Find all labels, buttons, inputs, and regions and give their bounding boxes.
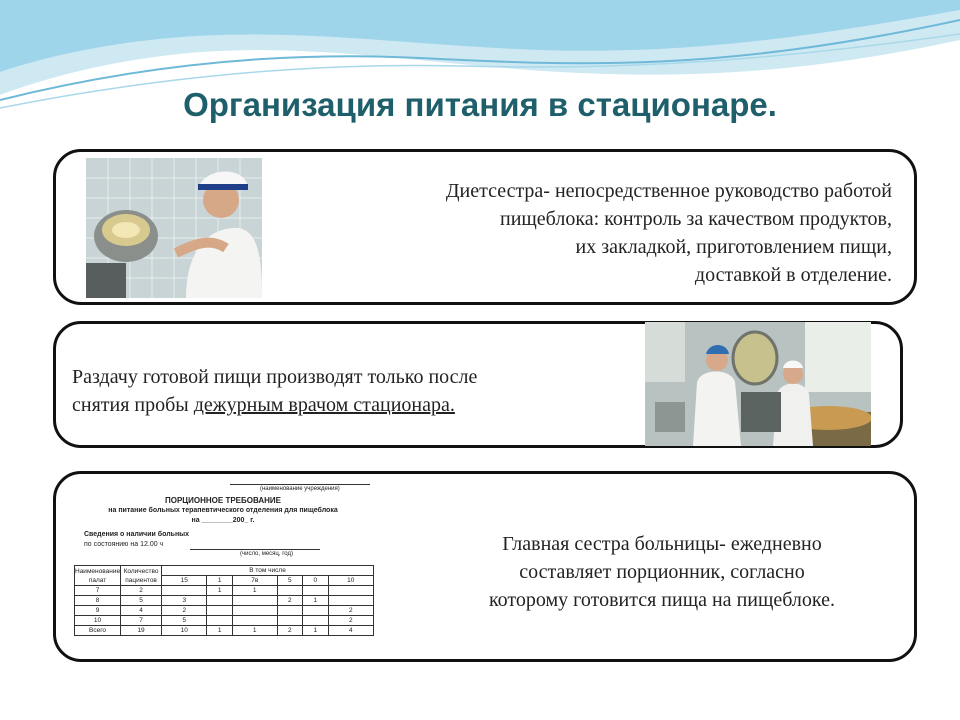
table-cell xyxy=(162,586,207,596)
table-cell: 2 xyxy=(277,626,303,636)
form-date-line: на ________200_ г. xyxy=(191,517,255,524)
table-cell: 1 xyxy=(303,596,329,606)
table-cell: 3 xyxy=(162,596,207,606)
col-diet-15: 15 xyxy=(162,576,207,586)
table-cell: 2 xyxy=(121,586,162,596)
distribution-line-1: Раздачу готовой пищи производят только после xyxy=(72,366,478,388)
portion-requirement-form xyxy=(70,478,376,650)
table-cell: 7 xyxy=(121,616,162,626)
form-subheading: на питание больных терапевтического отделения для пищеблока xyxy=(108,507,338,514)
table-cell: 1 xyxy=(207,626,233,636)
table-cell xyxy=(303,606,329,616)
table-cell: 2 xyxy=(277,596,303,606)
table-cell: 8 xyxy=(75,596,121,606)
form-top-note: (наименование учреждения) xyxy=(260,486,340,492)
table-cell: 19 xyxy=(121,626,162,636)
head-nurse-line-3: которому готовится пища на пищеблоке. xyxy=(488,589,835,611)
table-cell: 1 xyxy=(232,586,277,596)
form-info-1: Сведения о наличии больных xyxy=(84,531,190,538)
col-patients: Количество пациентов xyxy=(121,566,162,586)
table-cell xyxy=(232,596,277,606)
table-cell: 2 xyxy=(162,606,207,616)
table-cell: 5 xyxy=(121,596,162,606)
col-diet-1: 1 xyxy=(207,576,233,586)
table-cell: 2 xyxy=(328,616,373,626)
form-info-2: по состоянию на 12.00 ч xyxy=(84,541,164,548)
dietitian-line-1: Диетсестра- непосредственное руководство работой xyxy=(445,180,892,202)
dietitian-line-3: их закладкой, приготовлением пищи, xyxy=(575,236,892,258)
form-top-rule xyxy=(230,484,370,485)
table-cell: 10 xyxy=(162,626,207,636)
table-cell: 9 xyxy=(75,606,121,616)
portion-table xyxy=(74,565,374,636)
col-group-header: В том числе xyxy=(162,566,374,576)
dietitian-text xyxy=(292,177,892,289)
table-cell xyxy=(232,606,277,616)
table-cell: 4 xyxy=(121,606,162,616)
col-diet-5: 5 xyxy=(277,576,303,586)
table-cell xyxy=(232,616,277,626)
table-row xyxy=(75,616,374,626)
table-row xyxy=(75,586,374,596)
table-cell xyxy=(303,616,329,626)
table-cell: Всего xyxy=(75,626,121,636)
food-distribution-text xyxy=(72,363,632,419)
table-cell: 1 xyxy=(207,586,233,596)
table-cell xyxy=(277,586,303,596)
table-cell xyxy=(328,586,373,596)
table-cell xyxy=(277,616,303,626)
head-nurse-text xyxy=(432,530,892,614)
table-cell xyxy=(328,596,373,606)
col-diet-10: 10 xyxy=(328,576,373,586)
col-diet-0: 0 xyxy=(303,576,329,586)
table-cell xyxy=(207,616,233,626)
duty-doctor-underlined: дежурным врачом стационара. xyxy=(193,394,455,416)
form-info-note: (число, месяц, год) xyxy=(240,551,293,557)
table-cell: 4 xyxy=(328,626,373,636)
head-nurse-line-2: составляет порционник, согласно xyxy=(519,561,805,583)
slide-title: Организация питания в стационаре. xyxy=(183,86,777,123)
table-cell xyxy=(207,596,233,606)
cook-with-pot-photo xyxy=(86,158,262,298)
kitchen-staff-photo xyxy=(645,322,871,446)
table-cell xyxy=(277,606,303,616)
table-cell: 1 xyxy=(232,626,277,636)
table-cell: 1 xyxy=(303,626,329,636)
col-diet-7v: 7в xyxy=(232,576,277,586)
form-heading: ПОРЦИОННОЕ ТРЕБОВАНИЕ xyxy=(164,496,281,505)
table-cell: 5 xyxy=(162,616,207,626)
table-row xyxy=(75,626,374,636)
dietitian-line-4: доставкой в отделение. xyxy=(694,264,892,286)
dietitian-line-2: пищеблока: контроль за качеством продуктов, xyxy=(500,208,892,230)
table-cell: 10 xyxy=(75,616,121,626)
table-cell xyxy=(303,586,329,596)
distribution-line-2-plain: снятия пробы xyxy=(72,394,194,416)
distribution-line-2 xyxy=(72,391,632,419)
form-info-rule xyxy=(190,549,320,550)
table-cell: 2 xyxy=(328,606,373,616)
head-nurse-line-1: Главная сестра больницы- ежедневно xyxy=(502,533,822,555)
table-cell: 7 xyxy=(75,586,121,596)
table-cell xyxy=(207,606,233,616)
table-row xyxy=(75,606,374,616)
col-wards: Наименование палат xyxy=(75,567,121,584)
table-row xyxy=(75,596,374,606)
